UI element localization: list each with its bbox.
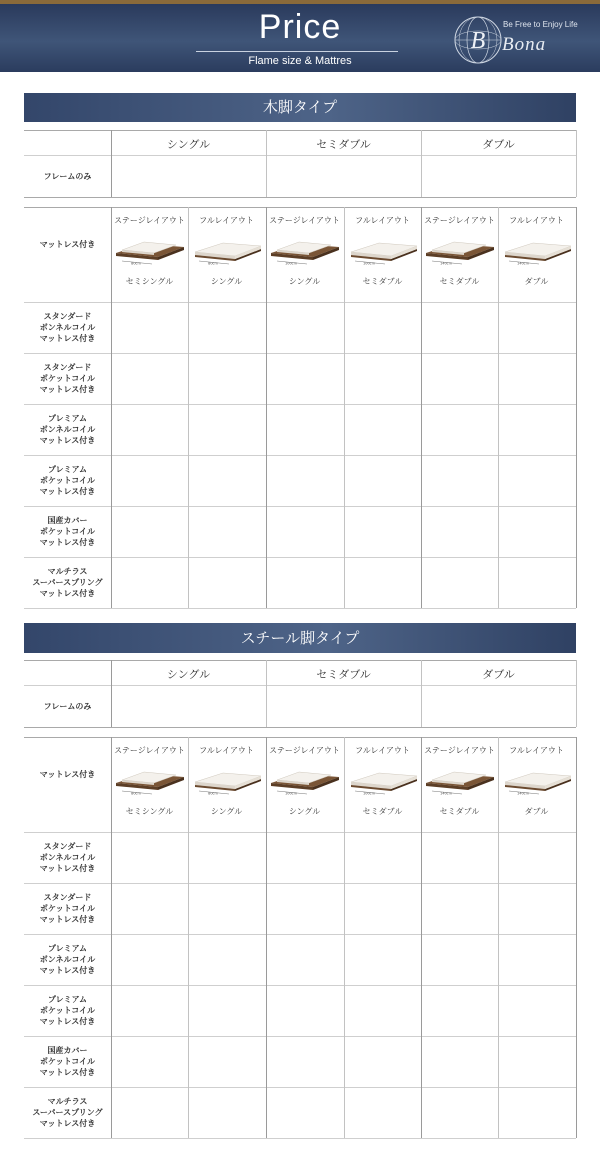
layout-label: フルレイアウト [355,216,410,225]
size-label: シングル [288,807,321,816]
mattress-type-line: スタンダード [43,312,92,321]
layout-label: フルレイアウト [199,746,254,755]
size-label: ダブル [524,807,549,816]
layout-label: フルレイアウト [355,746,410,755]
brand-logo [452,14,592,70]
table-rule [24,985,576,986]
table-divider [344,207,345,608]
bed-stage-layout-image [424,239,496,265]
mattress-type-line: スタンダード [43,842,92,851]
mattress-type-line: マットレス付き [39,915,96,924]
size-label: セミダブル [362,277,403,286]
size-label: シングル [210,277,243,286]
table-divider [421,207,422,608]
mattress-type-line: ポケットコイル [39,1006,96,1015]
mattress-type-line: 国産カバー [47,516,88,525]
bed-full-layout-image [347,239,419,265]
mattress-type-label [24,413,111,446]
table-divider [498,207,499,608]
table-divider [576,737,577,1138]
mattress-type-line: マルチラス [47,567,88,576]
mattress-type-line: スタンダード [43,363,92,372]
layout-label: フルレイアウト [509,746,564,755]
svg-text:100cm: 100cm [362,261,376,265]
table-rule [24,207,576,208]
table-rule [24,197,576,198]
mattress-row-label: マットレス付き [39,770,96,779]
svg-text:80cm: 80cm [131,791,141,795]
table-divider [576,130,577,197]
mattress-type-line: ポケットコイル [39,904,96,913]
table-rule [24,353,576,354]
table-rule [24,934,576,935]
table-rule [24,404,576,405]
mattress-type-line: ポケットコイル [39,374,96,383]
table-divider [576,207,577,608]
layout-label: ステージレイアウト [269,216,340,225]
mattress-type-line: マルチラス [47,1097,88,1106]
mattress-type-line: プレミアム [47,944,88,953]
mattress-type-line: マットレス付き [39,589,96,598]
table-rule [24,1138,576,1139]
layout-label: ステージレイアウト [269,746,340,755]
table-rule [24,1087,576,1088]
size-label: セミシングル [125,807,174,816]
size-label: ダブル [524,277,549,286]
size-label: シングル [288,277,321,286]
svg-text:100cm: 100cm [284,791,298,795]
mattress-type-label [24,943,111,976]
table-rule [24,455,576,456]
mattress-type-label [24,566,111,599]
bed-stage-layout-image [114,239,186,265]
mattress-type-line: ポケットコイル [39,476,96,485]
mattress-type-line: マットレス付き [39,966,96,975]
svg-text:80cm: 80cm [208,261,218,265]
layout-label: フルレイアウト [509,216,564,225]
globe-logo-icon [452,14,504,66]
page-subtitle: Flame size & Mattres [248,55,352,67]
bed-full-layout-image [501,769,573,795]
mattress-type-line: マットレス付き [39,385,96,394]
svg-text:100cm: 100cm [362,791,376,795]
bed-full-layout-image [501,239,573,265]
bed-stage-layout-image [424,769,496,795]
svg-text:B: B [470,28,486,54]
mattress-type-line: マットレス付き [39,1119,96,1128]
mattress-row-label: マットレス付き [39,240,96,249]
mattress-type-label [24,515,111,548]
frame-column-header: ダブル [482,668,515,681]
mattress-type-label [24,362,111,395]
layout-label: ステージレイアウト [114,216,185,225]
table-rule [24,506,576,507]
frame-column-header: セミダブル [316,668,371,681]
frame-column-header: シングル [166,138,211,151]
table-rule [24,685,576,686]
brand-tagline: Be Free to Enjoy Life [503,20,578,29]
section-steel-legs [0,623,600,1143]
mattress-type-line: ボンネルコイル [39,323,96,332]
size-label: セミダブル [439,807,480,816]
table-rule [24,130,576,131]
svg-text:140cm: 140cm [516,261,530,265]
mattress-type-line: プレミアム [47,414,88,423]
mattress-type-line: ボンネルコイル [39,425,96,434]
table-rule [24,1036,576,1037]
size-label: セミダブル [439,277,480,286]
table-rule [24,660,576,661]
table-rule [24,608,576,609]
frame-only-label: フレームのみ [43,172,92,181]
page-header [0,0,600,72]
mattress-type-label [24,1096,111,1129]
frame-column-header: シングル [166,668,211,681]
page-title: Price [258,8,342,46]
table-divider [266,737,267,1138]
table-rule [24,727,576,728]
layout-label: ステージレイアウト [424,216,495,225]
mattress-type-label [24,311,111,344]
mattress-type-label [24,892,111,925]
table-divider [421,737,422,1138]
mattress-type-line: プレミアム [47,465,88,474]
table-divider [188,737,189,1138]
mattress-type-line: マットレス付き [39,1017,96,1026]
title-divider [196,51,398,52]
mattress-type-label [24,841,111,874]
size-label: シングル [210,807,243,816]
size-label: セミシングル [125,277,174,286]
mattress-type-line: マットレス付き [39,538,96,547]
section-title-steel-legs: スチール脚タイプ [24,623,576,653]
table-divider [266,207,267,608]
mattress-type-line: ポケットコイル [39,1057,96,1066]
mattress-type-line: スーパースプリング [32,1108,103,1117]
table-rule [24,557,576,558]
table-divider [111,207,112,608]
table-divider [498,737,499,1138]
mattress-type-line: スーパースプリング [32,578,103,587]
bed-full-layout-image [191,769,263,795]
table-divider [576,660,577,727]
section-wood-legs [0,93,600,613]
table-rule [24,883,576,884]
frame-column-header: ダブル [482,138,515,151]
svg-text:140cm: 140cm [439,791,453,795]
layout-label: ステージレイアウト [424,746,495,755]
table-rule [24,302,576,303]
mattress-type-line: マットレス付き [39,436,96,445]
mattress-type-line: ボンネルコイル [39,853,96,862]
table-divider [188,207,189,608]
bed-full-layout-image [347,769,419,795]
table-divider [111,737,112,1138]
table-rule [24,155,576,156]
mattress-type-line: 国産カバー [47,1046,88,1055]
mattress-type-line: ポケットコイル [39,527,96,536]
mattress-type-line: ボンネルコイル [39,955,96,964]
svg-text:80cm: 80cm [208,791,218,795]
layout-label: フルレイアウト [199,216,254,225]
svg-text:80cm: 80cm [131,261,141,265]
svg-text:100cm: 100cm [284,261,298,265]
bed-stage-layout-image [269,239,341,265]
mattress-type-label [24,1045,111,1078]
bed-stage-layout-image [114,769,186,795]
mattress-type-label [24,464,111,497]
table-rule [24,832,576,833]
mattress-type-line: マットレス付き [39,334,96,343]
mattress-type-line: スタンダード [43,893,92,902]
brand-name: Bona [502,34,547,55]
section-title-wood-legs: 木脚タイプ [24,93,576,122]
table-rule [24,737,576,738]
bed-full-layout-image [191,239,263,265]
mattress-type-line: マットレス付き [39,864,96,873]
svg-text:140cm: 140cm [439,261,453,265]
table-divider [344,737,345,1138]
frame-column-header: セミダブル [316,138,371,151]
mattress-type-line: マットレス付き [39,1068,96,1077]
frame-only-label: フレームのみ [43,702,92,711]
bed-stage-layout-image [269,769,341,795]
mattress-type-line: マットレス付き [39,487,96,496]
layout-label: ステージレイアウト [114,746,185,755]
mattress-type-line: プレミアム [47,995,88,1004]
mattress-type-label [24,994,111,1027]
svg-text:140cm: 140cm [516,791,530,795]
size-label: セミダブル [362,807,403,816]
